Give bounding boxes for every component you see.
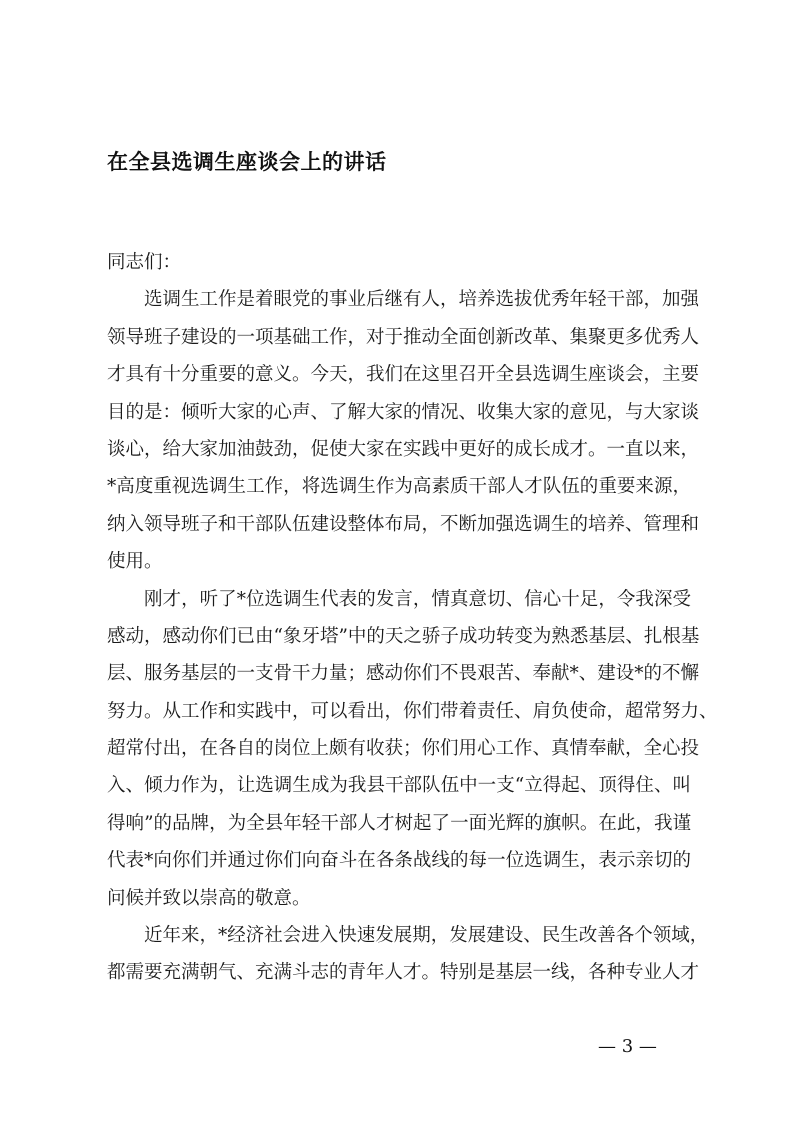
page-number: — 3 — [598, 1036, 657, 1057]
paragraph [107, 917, 709, 992]
text-line: 使用。 [107, 551, 163, 573]
text-line: 努力。从工作和实践中，可以看出，你们带着责任、肩负使命，超常努力、 [107, 700, 718, 722]
text-line: 超常付出，在各自的岗位上颇有收获；你们用心工作、真情奉献，全心投 [107, 738, 700, 760]
text-line: 近年来，*经济社会进入快速发展期，发展建设、民生改善各个领域， [144, 925, 709, 947]
paragraph-list [107, 281, 718, 991]
text-line: 选调生工作是着眼党的事业后继有人，培养选拔优秀年轻干部，加强 [144, 289, 700, 311]
text-line: 领导班子建设的一项基础工作，对于推动全面创新改革、集聚更多优秀人 [107, 326, 700, 348]
text-line: 得响”的品牌，为全县年轻干部人才树起了一面光辉的旗帜。在此，我谨 [107, 812, 691, 834]
text-line: 层、服务基层的一支骨干力量；感动你们不畏艰苦、奉献*、建设*的不懈 [107, 663, 700, 685]
text-line: 代表*向你们并通过你们向奋斗在各条战线的每一位选调生，表示亲切的 [107, 850, 691, 872]
text-line: 都需要充满朝气、充满斗志的青年人才。特别是基层一线，各种专业人才 [107, 962, 700, 984]
speech-body [107, 244, 718, 992]
salutation: 同志们： [107, 252, 182, 273]
text-line: 感动，感动你们已由“象牙塔”中的天之骄子成功转变为熟悉基层、扎根基 [107, 625, 700, 647]
text-line: 刚才，听了*位选调生代表的发言，情真意切、信心十足，令我深受 [144, 588, 691, 610]
text-line: 问候并致以崇高的敬意。 [107, 887, 311, 909]
text-line: *高度重视选调生工作，将选调生作为高素质干部人才队伍的重要来源， [107, 476, 691, 498]
text-line: 入、倾力作为，让选调生成为我县干部队伍中一支“立得起、顶得住、叫 [107, 775, 691, 797]
text-line: 纳入领导班子和干部队伍建设整体布局，不断加强选调生的培养、管理和 [107, 513, 700, 535]
text-line: 谈心，给大家加油鼓劲，促使大家在实践中更好的成长成才。一直以来， [107, 438, 700, 460]
text-line: 目的是：倾听大家的心声、了解大家的情况、收集大家的意见，与大家谈 [107, 401, 700, 423]
paragraph [107, 281, 700, 580]
text-line: 才具有十分重要的意义。今天，我们在这里召开全县选调生座谈会，主要 [107, 364, 700, 386]
page-title: 在全县选调生座谈会上的讲话 [107, 150, 387, 174]
paragraph [107, 581, 718, 918]
